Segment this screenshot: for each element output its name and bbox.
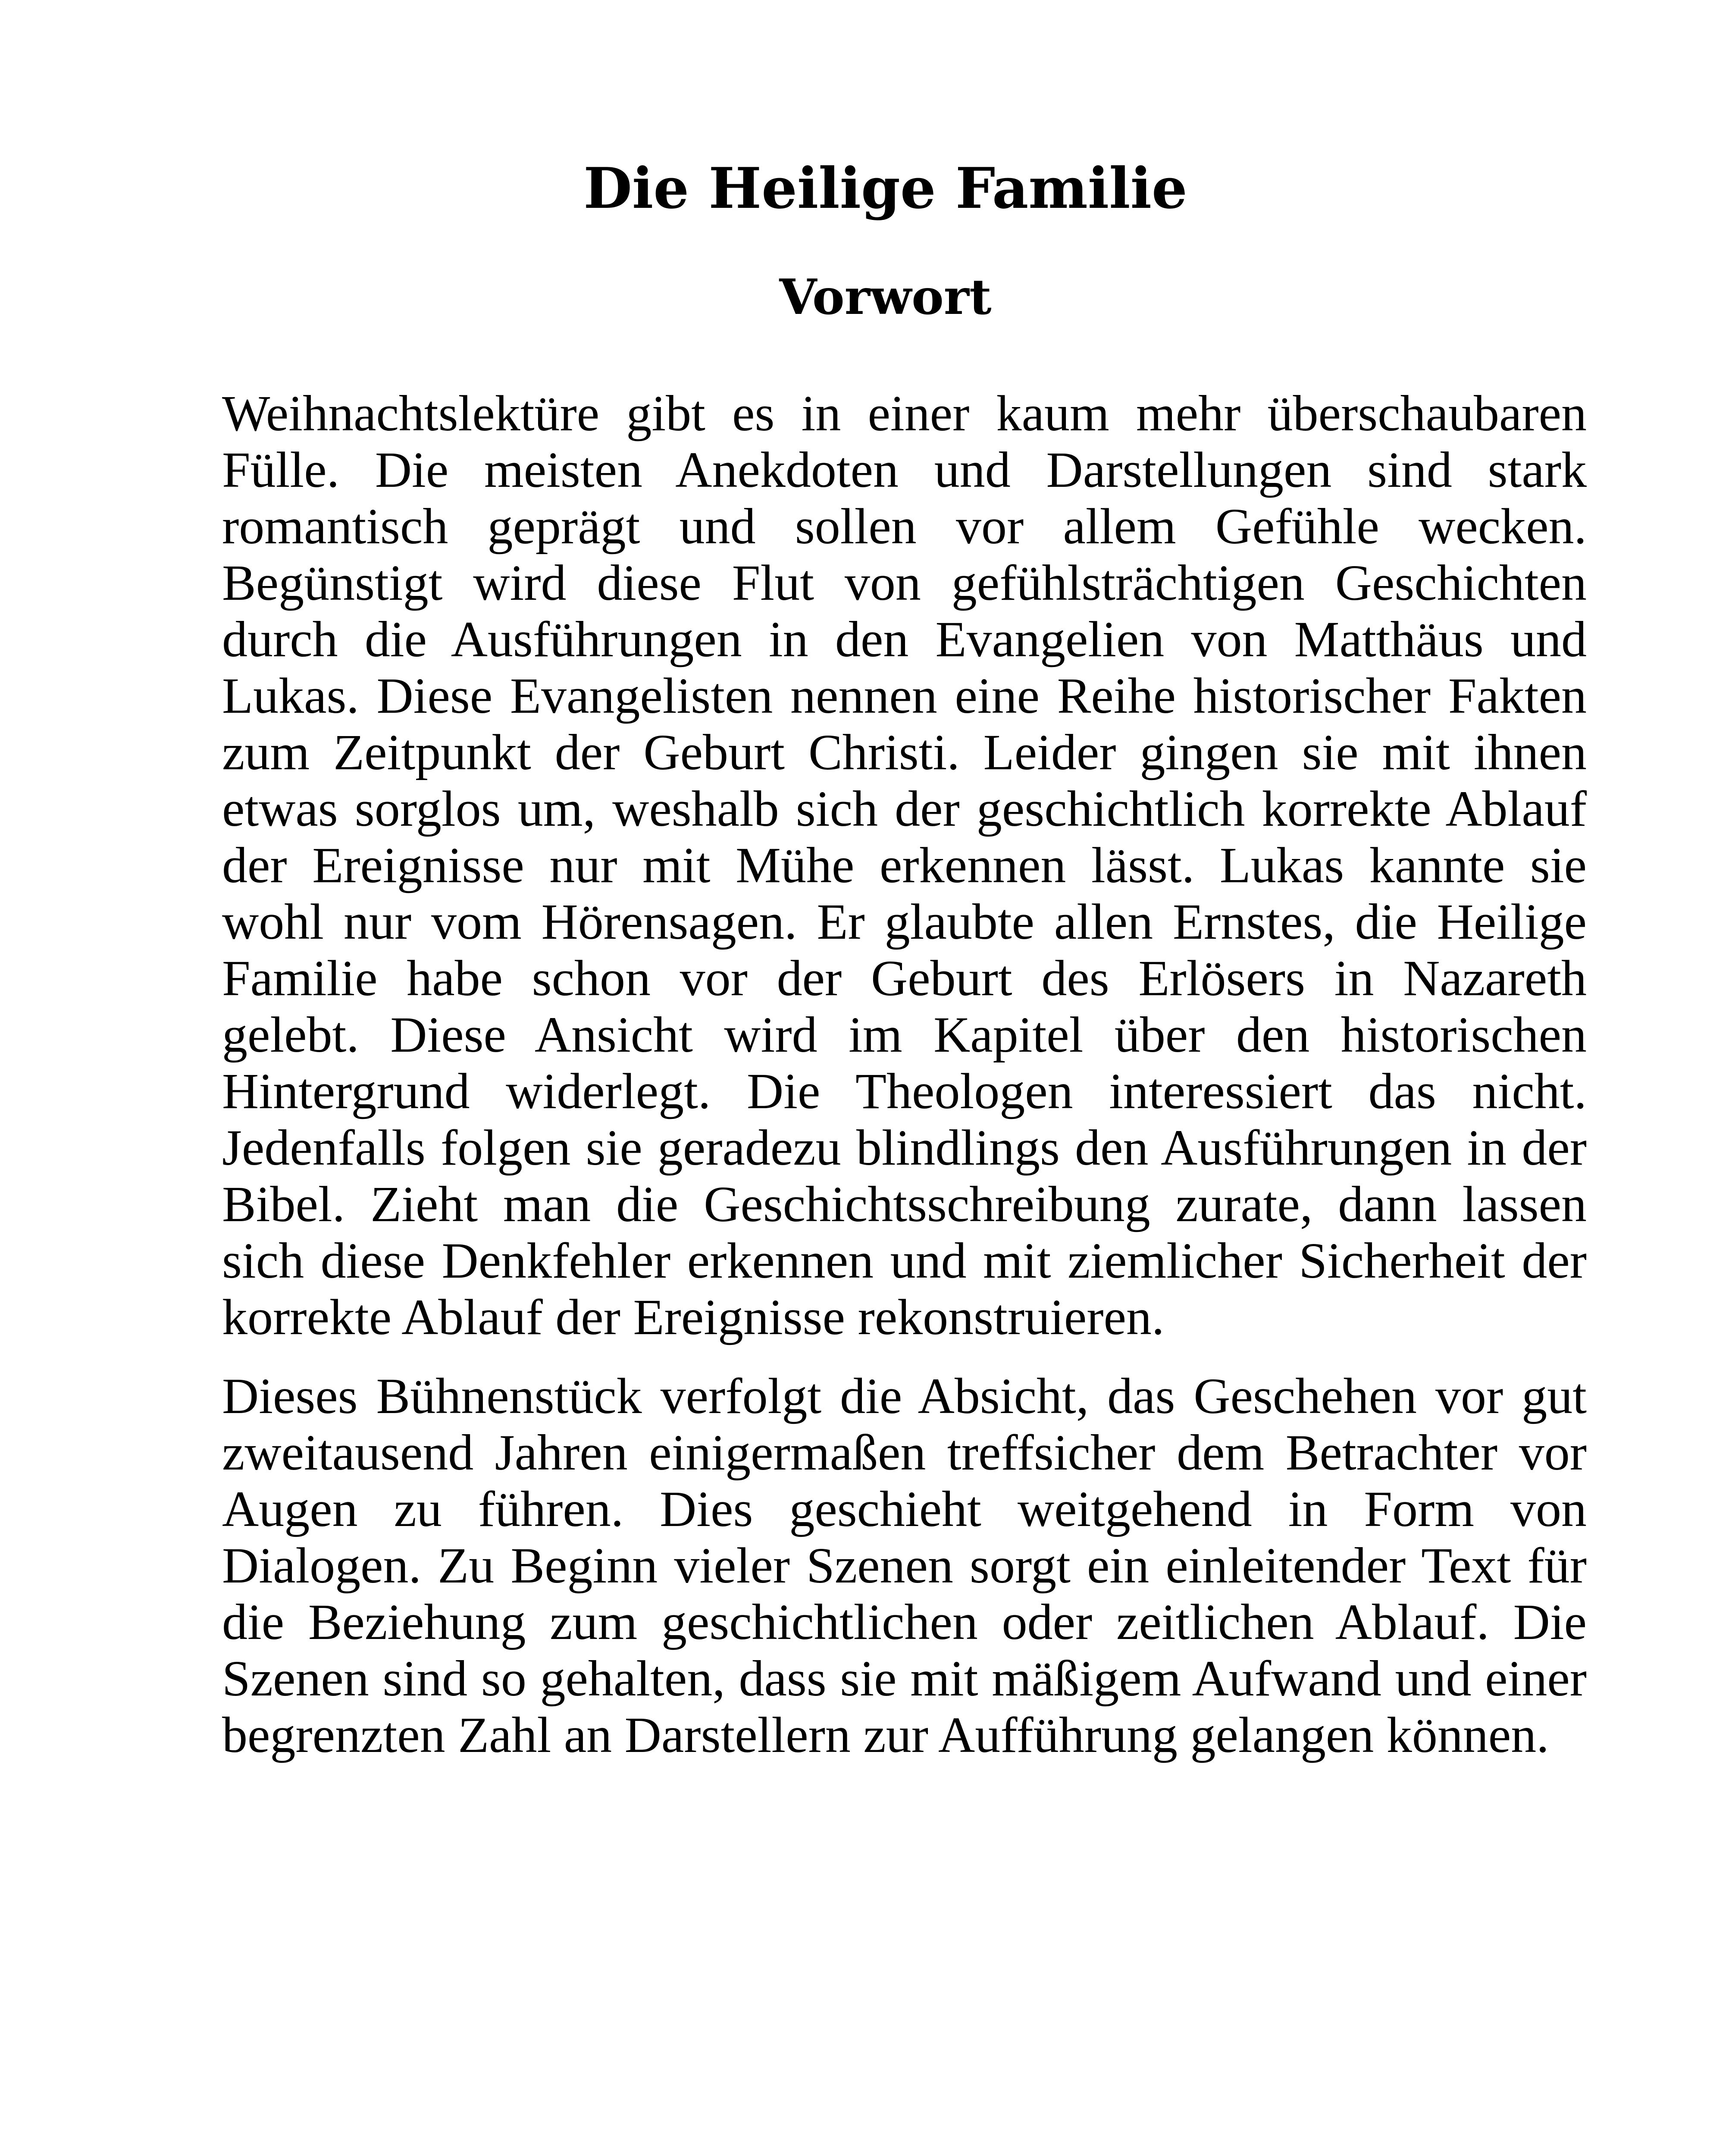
body-text: [222, 385, 1587, 1763]
section-heading: Vorwort: [779, 269, 992, 326]
paragraph: Dieses Bühnenstück verfolgt die Absicht, das Geschehen vor gut zweitausend Jahren einigermaßen treffsicher dem Betrachter vor Augen zu führen. Dies geschieht weitgehend in Form von Dialogen. Zu Beginn vieler Szenen sorgt ein einleitender Text für die Beziehung zum geschichtlichen oder zeitlichen Ablauf. Die Szenen sind so gehalten, dass sie mit mäßigem Aufwand und einer begrenzten Zahl an Darstellern zur Aufführung gelangen können.: [222, 1368, 1587, 1763]
page-title: Die Heilige Familie: [583, 155, 1187, 221]
paragraph: Weihnachtslektüre gibt es in einer kaum mehr überschaubaren Fülle. Die meisten Anekdoten und Darstellungen sind stark romantisch geprägt und sollen vor allem Gefühle wecken. Begünstigt wird diese Flut von gefühlsträchtigen Geschichten durch die Ausführungen in den Evangelien von Matthäus und Lukas. Diese Evangelisten nennen eine Reihe historischer Fakten zum Zeitpunkt der Geburt Christi. Leider gingen sie mit ihnen etwas sorglos um, weshalb sich der geschichtlich korrekte Ablauf der Ereignisse nur mit Mühe erkennen lässt. Lukas kannte sie wohl nur vom Hörensagen. Er glaubte allen Ernstes, die Heilige Familie habe schon vor der Geburt des Erlösers in Nazareth gelebt. Diese Ansicht wird im Kapitel über den historischen Hintergrund widerlegt. Die Theologen interessiert das nicht. Jedenfalls folgen sie geradezu blindlings den Ausführungen in der Bibel. Zieht man die Geschichtsschreibung zurate, dann lassen sich diese Denkfehler erkennen und mit ziemlicher Sicherheit der korrekte Ablauf der Ereignisse rekonstruieren.: [222, 385, 1587, 1345]
